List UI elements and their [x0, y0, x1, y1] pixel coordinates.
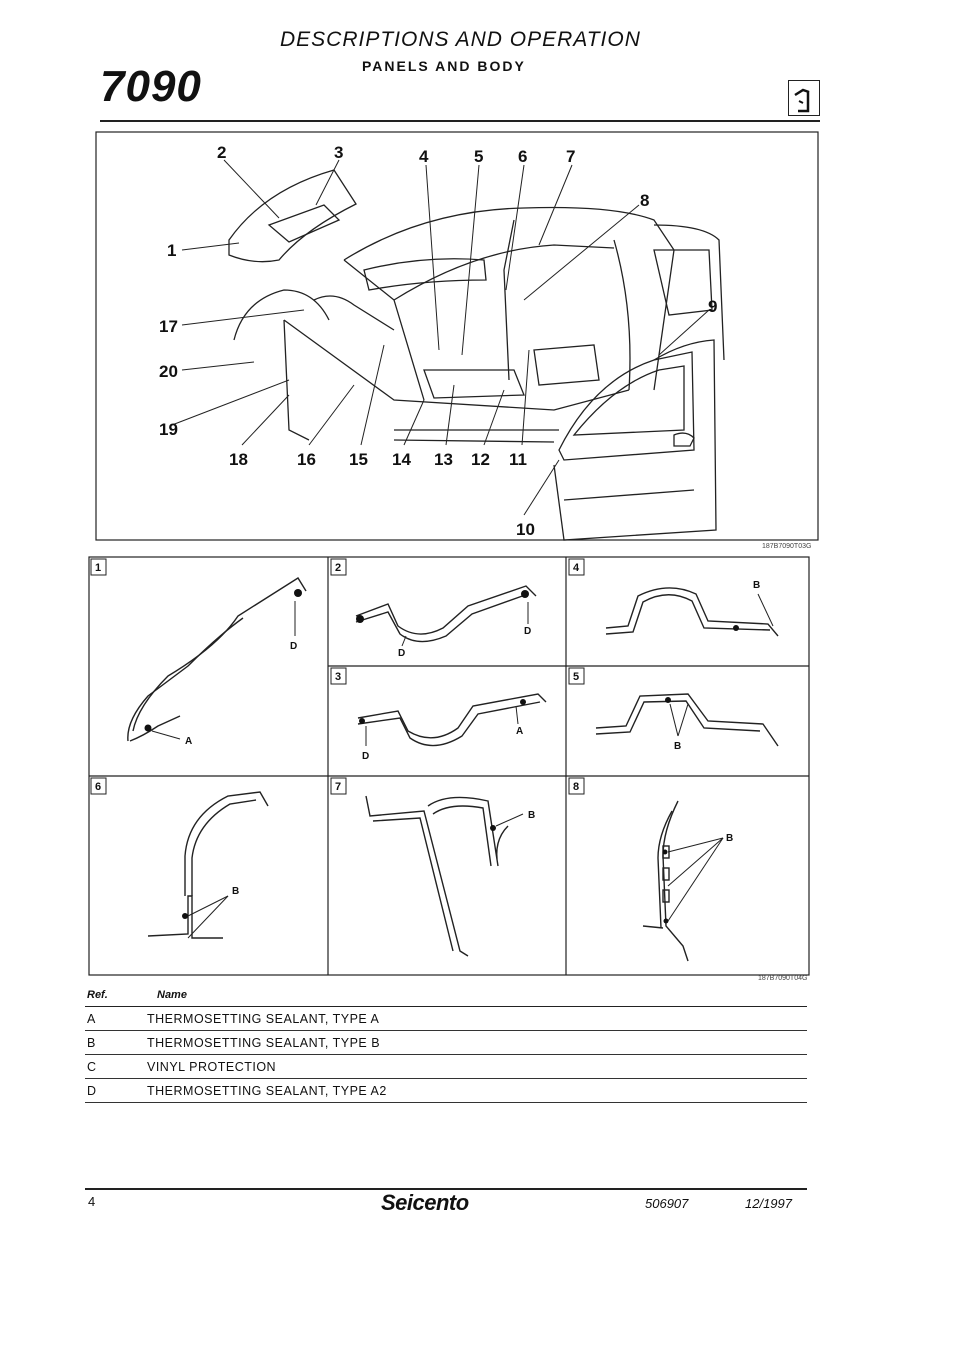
page-number: 4 — [88, 1194, 96, 1209]
panel-7-label-b: B — [528, 810, 536, 821]
document-number: 506907 — [645, 1196, 689, 1211]
legend-row — [85, 1055, 807, 1079]
panel-3-label-a: A — [516, 726, 524, 737]
panel-3-label-d: D — [362, 751, 370, 762]
svg-text:2: 2 — [335, 562, 342, 574]
svg-text:7: 7 — [335, 781, 342, 793]
callout-10: 10 — [516, 520, 535, 539]
legend-header-name: Name — [157, 989, 187, 1001]
panel-1-section — [133, 578, 306, 731]
panel-2-section — [356, 586, 536, 634]
legend-ref: D — [87, 1084, 97, 1098]
svg-text:5: 5 — [573, 671, 580, 683]
legend-ref: C — [87, 1060, 97, 1074]
callout-12: 12 — [471, 450, 490, 469]
legend-row — [85, 1079, 807, 1103]
car-body-drawing — [229, 170, 724, 540]
callout-15: 15 — [349, 450, 368, 469]
panel-4-label-b: B — [753, 580, 761, 591]
document-date: 12/1997 — [745, 1196, 792, 1211]
callout-14: 14 — [392, 450, 411, 469]
legend-name: THERMOSETTING SEALANT, TYPE A2 — [147, 1084, 387, 1098]
model-logo: Seicento — [381, 1190, 469, 1215]
section-symbol-icon — [788, 80, 820, 116]
legend-row — [85, 1007, 807, 1031]
panel-2-label-d2: D — [398, 648, 406, 659]
callout-9: 9 — [708, 297, 718, 316]
legend-row — [85, 1031, 807, 1055]
panel-7-number — [331, 778, 346, 794]
detail-grid — [88, 556, 810, 976]
panel-5-label-b: B — [674, 741, 682, 752]
callout-17: 17 — [159, 317, 178, 336]
panel-8-section — [663, 801, 688, 961]
panel-6-number — [91, 778, 106, 794]
svg-text:6: 6 — [95, 781, 102, 793]
callout-16: 16 — [297, 450, 316, 469]
callout-2: 2 — [217, 143, 227, 162]
panel-2-label-d1: D — [524, 626, 532, 637]
main-body-figure — [94, 130, 820, 542]
svg-text:1: 1 — [95, 562, 102, 574]
legend-ref: B — [87, 1036, 96, 1050]
figure-code: 187B7090T03G — [762, 543, 812, 550]
detail-figure-code: 187B7090T04G — [758, 975, 808, 982]
callout-6: 6 — [518, 147, 528, 166]
legend-name: VINYL PROTECTION — [147, 1060, 277, 1074]
panel-1-label-a: A — [185, 736, 193, 747]
legend-header — [85, 986, 807, 1007]
legend-name: THERMOSETTING SEALANT, TYPE A — [147, 1012, 380, 1026]
panel-8-label-b: B — [726, 833, 734, 844]
legend-ref: A — [87, 1012, 96, 1026]
legend-header-ref: Ref. — [87, 989, 108, 1001]
panel-4-number — [569, 559, 584, 575]
page-title: DESCRIPTIONS AND OPERATION — [280, 28, 641, 51]
header-rule — [100, 120, 820, 122]
panel-6-section — [185, 792, 268, 896]
callout-18: 18 — [229, 450, 248, 469]
section-code: 7090 — [100, 62, 202, 111]
panel-3-number — [331, 668, 346, 684]
panel-1-number — [91, 559, 106, 575]
figure-frame — [96, 132, 818, 540]
panel-5-number — [569, 668, 584, 684]
svg-text:3: 3 — [335, 671, 342, 683]
callout-19: 19 — [159, 420, 178, 439]
svg-text:8: 8 — [573, 781, 580, 793]
legend-table — [85, 986, 807, 1103]
panel-1-label-d: D — [290, 641, 298, 652]
legend-name: THERMOSETTING SEALANT, TYPE B — [147, 1036, 381, 1050]
callout-11: 11 — [509, 450, 527, 469]
callout-20: 20 — [159, 362, 178, 381]
callout-1: 1 — [167, 241, 177, 260]
callout-13: 13 — [434, 450, 453, 469]
callout-4: 4 — [419, 147, 429, 166]
svg-text:4: 4 — [573, 562, 580, 574]
panel-8-number — [569, 778, 584, 794]
callout-8: 8 — [640, 191, 650, 210]
panel-2-number — [331, 559, 346, 575]
callout-3: 3 — [334, 143, 344, 162]
callout-5: 5 — [474, 147, 484, 166]
callout-7: 7 — [566, 147, 576, 166]
page-subtitle: PANELS AND BODY — [362, 58, 526, 74]
panel-6-label-b: B — [232, 886, 240, 897]
